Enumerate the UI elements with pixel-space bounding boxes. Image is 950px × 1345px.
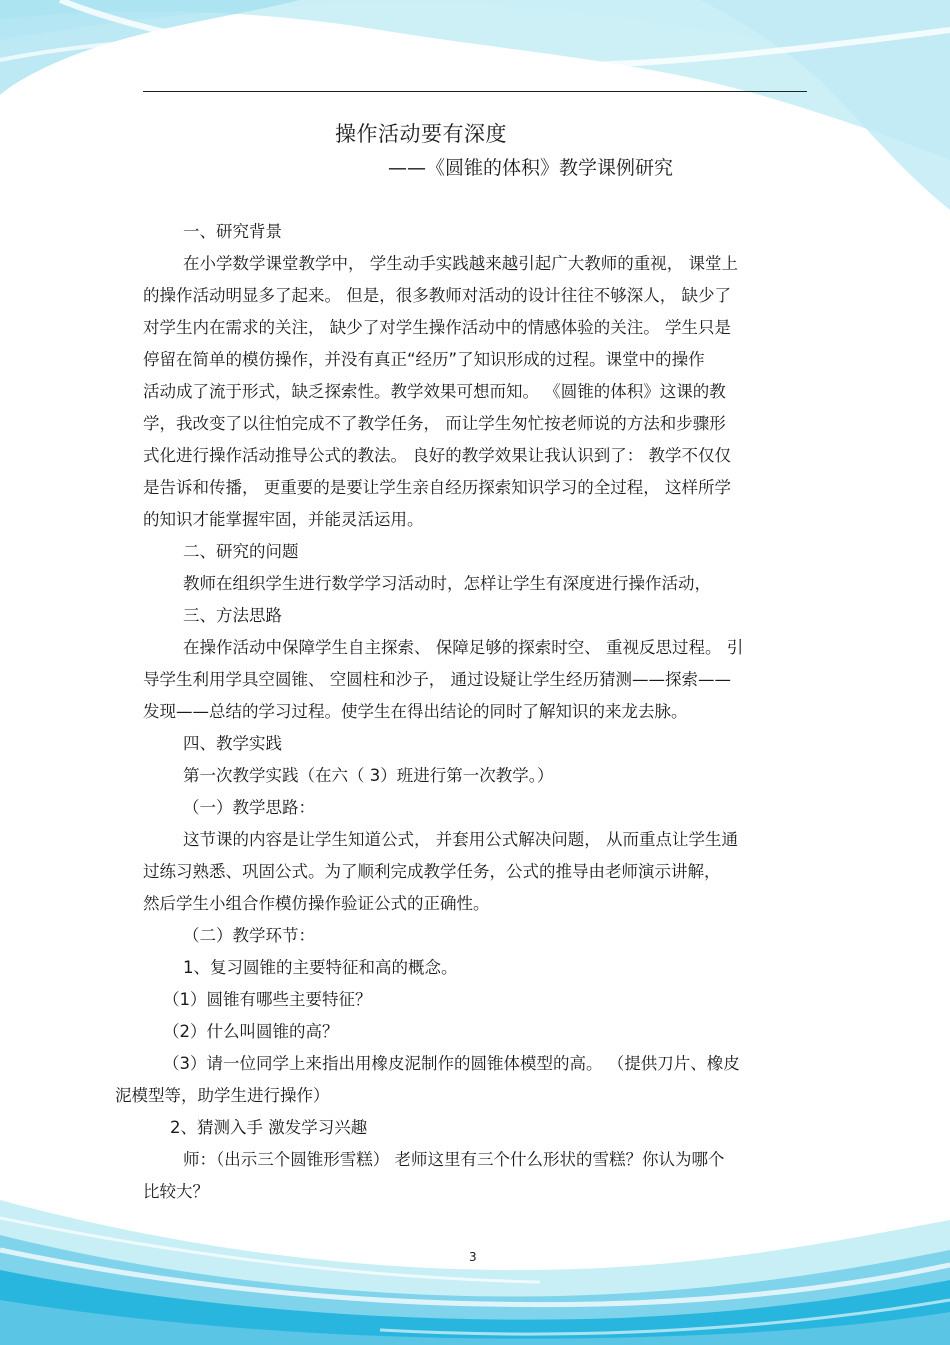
paragraph-line: 对学生内在需求的关注， 缺少了对学生操作活动中的情感体验的关注。 学生只是 [143, 318, 731, 337]
section-heading-practice: 四、教学实践 [183, 734, 282, 753]
section-heading-problem: 二、研究的问题 [183, 542, 299, 561]
list-item: （3）请一位同学上来指出用橡皮泥制作的圆锥体模型的高。 （提供刀片、橡皮 [163, 1054, 740, 1073]
paragraph-line: 第一次教学实践（在六（ 3）班进行第一次教学。） [183, 766, 554, 785]
paragraph-line: 这节课的内容是让学生知道公式， 并套用公式解决问题， 从而重点让学生通 [183, 830, 738, 849]
paragraph-line: 学，我改变了以往怕完成不了教学任务， 而让学生匆忙按老师说的方法和步骤形 [143, 414, 726, 433]
paragraph-line: 是告诉和传播， 更重要的是要让学生亲自经历探索知识学习的全过程， 这样所学 [143, 478, 731, 497]
paragraph-line: 在小学数学课堂教学中， 学生动手实践越来越引起广大教师的重视， 课堂上 [183, 254, 738, 273]
paragraph-line: 然后学生小组合作模仿操作验证公式的正确性。 [143, 894, 490, 913]
paragraph-line: 的知识才能掌握牢固，并能灵活运用。 [143, 510, 424, 529]
list-item: 2、猜测入手 激发学习兴趣 [170, 1118, 368, 1137]
document-title: 操作活动要有深度 [335, 122, 507, 146]
paragraph-line: 发现——总结的学习过程。使学生在得出结论的同时了解知识的来龙去脉。 [143, 702, 688, 721]
paragraph-line: 教师在组织学生进行数学学习活动时，怎样让学生有深度进行操作活动， [183, 574, 711, 593]
paragraph-line: 泥模型等，助学生进行操作） [115, 1086, 330, 1105]
subsection-heading: （二）教学环节： [183, 926, 315, 945]
paragraph-line: 停留在简单的模仿操作，并没有真正“经历”了知识形成的过程。课堂中的操作 [143, 350, 705, 369]
list-item: （2）什么叫圆锥的高？ [163, 1022, 339, 1041]
section-heading-method: 三、方法思路 [183, 606, 282, 625]
paragraph-line: 在操作活动中保障学生自主探索、 保障足够的探索时空、 重视反思过程。 引 [183, 638, 744, 657]
paragraph-line: 导学生利用学具空圆锥、 空圆柱和沙子， 通过设疑让学生经历猜测——探索—— [143, 670, 731, 689]
paragraph-line: 过练习熟悉、巩固公式。为了顺利完成教学任务，公式的推导由老师演示讲解， [143, 862, 721, 881]
paragraph-line: 式化进行操作活动推导公式的教法。 良好的教学效果让我认识到了： 教学不仅仅 [143, 446, 731, 465]
header-rule [143, 91, 807, 92]
paragraph-line: 比较大？ [143, 1182, 209, 1201]
list-item: （1）圆锥有哪些主要特征？ [163, 990, 372, 1009]
subsection-heading: （一）教学思路： [183, 798, 315, 817]
section-heading-background: 一、研究背景 [183, 222, 282, 241]
paragraph-line: 师：（出示三个圆锥形雪糕） 老师这里有三个什么形状的雪糕？你认为哪个 [183, 1150, 725, 1169]
paragraph-line: 的操作活动明显多了起来。 但是，很多教师对活动的设计往往不够深人， 缺少了 [143, 286, 731, 305]
list-item: 1、复习圆锥的主要特征和高的概念。 [183, 958, 458, 977]
page-number: 3 [469, 1250, 477, 1264]
paragraph-line: 活动成了流于形式，缺乏探索性。教学效果可想而知。 《圆锥的体积》这课的教 [143, 382, 726, 401]
document-subtitle: ——《圆锥的体积》教学课例研究 [388, 157, 674, 179]
